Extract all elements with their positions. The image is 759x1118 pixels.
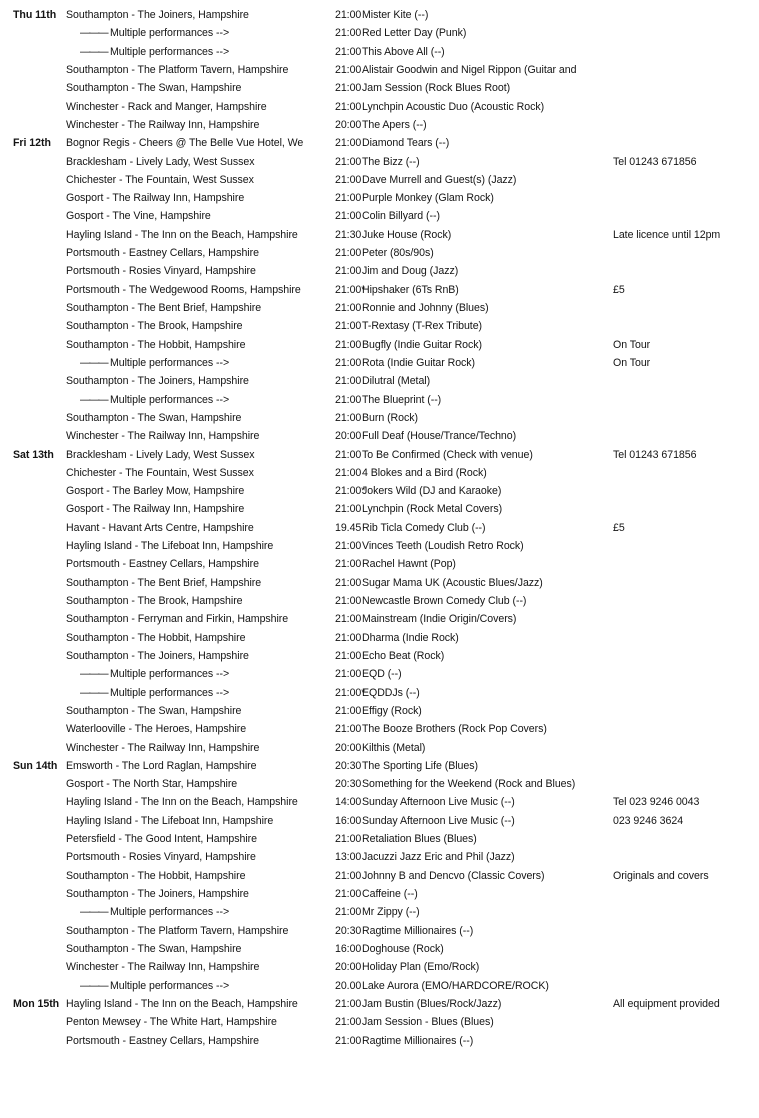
row-venue: Winchester - The Railway Inn, Hampshire xyxy=(66,741,260,754)
table-row xyxy=(0,629,759,647)
row-multiple-performances xyxy=(80,903,348,921)
row-act: Bugfly (Indie Guitar Rock) xyxy=(362,338,482,351)
row-time: 21:00 xyxy=(335,997,362,1010)
table-row xyxy=(0,519,759,537)
row-act: Rachel Hawnt (Pop) xyxy=(362,558,456,571)
continuation-dash-icon: ——— xyxy=(80,393,107,406)
row-venue: Southampton - The Swan, Hampshire xyxy=(66,82,242,95)
row-time: 21:00 xyxy=(335,503,362,516)
table-row xyxy=(0,6,759,24)
row-venue: Portsmouth - Eastney Cellars, Hampshire xyxy=(66,1034,259,1047)
table-row xyxy=(0,848,759,866)
row-act: 4 Blokes and a Bird (Rock) xyxy=(362,466,487,479)
table-row xyxy=(0,116,759,134)
row-venue-label: Multiple performances --> xyxy=(109,356,230,369)
row-venue: Winchester - The Railway Inn, Hampshire xyxy=(66,430,260,443)
row-time: 20:30 xyxy=(335,924,362,937)
table-row xyxy=(0,793,759,811)
row-time: 21:00 xyxy=(335,375,362,388)
continuation-dash-icon: ——— xyxy=(80,906,107,919)
table-row xyxy=(0,482,759,500)
row-venue: Petersfield - The Good Intent, Hampshire xyxy=(66,833,257,846)
row-time: 21:00 xyxy=(335,869,362,882)
row-venue: Southampton - The Swan, Hampshire xyxy=(66,704,242,717)
row-venue-label: Multiple performances --> xyxy=(109,27,230,40)
row-venue: Chichester - The Fountain, West Sussex xyxy=(66,466,254,479)
continuation-dash-icon: ——— xyxy=(80,27,107,40)
row-act: Jokers Wild (DJ and Karaoke) xyxy=(362,485,502,498)
row-note: Tel 01243 671856 xyxy=(613,448,697,461)
row-time: 21:00 xyxy=(335,63,362,76)
table-row xyxy=(0,610,759,628)
table-row xyxy=(0,739,759,757)
row-act: Dharma (Indie Rock) xyxy=(362,631,459,644)
row-time: 21:00 xyxy=(335,595,362,607)
row-act: Diamond Tears (--) xyxy=(362,137,450,150)
row-venue: Portsmouth - Rosies Vinyard, Hampshire xyxy=(66,851,256,864)
table-row xyxy=(0,43,759,61)
row-act: To Be Confirmed (Check with venue) xyxy=(362,448,533,461)
row-act: Newcastle Brown Comedy Club (--) xyxy=(362,595,527,607)
row-act: The Bizz (--) xyxy=(362,155,420,168)
row-act: Mister Kite (--) xyxy=(362,9,429,21)
row-time: 21:00* xyxy=(335,283,366,296)
row-act: This Above All (--) xyxy=(362,45,445,58)
row-act: Jam Session - Blues (Blues) xyxy=(362,1016,494,1029)
row-venue: Southampton - The Hobbit, Hampshire xyxy=(66,338,246,351)
table-row xyxy=(0,244,759,262)
table-row xyxy=(0,1032,759,1050)
row-venue-label: Multiple performances --> xyxy=(109,45,230,58)
row-multiple-performances xyxy=(80,684,348,702)
row-act: Full Deaf (House/Trance/Techno) xyxy=(362,430,517,443)
row-act: Peter (80s/90s) xyxy=(362,247,434,260)
row-time: 21:00 xyxy=(335,210,362,223)
row-time: 21:00 xyxy=(335,558,362,571)
row-time: 20:00 xyxy=(335,118,362,131)
table-row xyxy=(0,171,759,189)
row-venue: Southampton - The Platform Tavern, Hampshire xyxy=(66,63,289,76)
row-venue: Portsmouth - Eastney Cellars, Hampshire xyxy=(66,558,259,571)
row-venue: Penton Mewsey - The White Hart, Hampshire xyxy=(66,1016,277,1029)
row-act: Alistair Goodwin and Nigel Rippon (Guitar and xyxy=(362,63,577,76)
table-row xyxy=(0,537,759,555)
row-note: Late licence until 12pm xyxy=(613,228,721,241)
row-note: On Tour xyxy=(613,338,651,351)
row-time: 20.00 xyxy=(335,979,362,992)
row-note: 023 9246 3624 xyxy=(613,814,684,827)
row-venue: Hayling Island - The Inn on the Beach, Hampshire xyxy=(66,228,298,241)
row-act: Lynchpin (Rock Metal Covers) xyxy=(362,503,503,516)
row-act: Ragtime Millionaires (--) xyxy=(362,924,474,937)
row-time: 21:00 xyxy=(335,649,362,662)
table-row xyxy=(0,574,759,592)
row-time: 19.45 xyxy=(335,521,362,534)
table-row xyxy=(0,867,759,885)
row-venue: Portsmouth - The Wedgewood Rooms, Hampshire xyxy=(66,283,301,296)
row-venue: Waterlooville - The Heroes, Hampshire xyxy=(66,723,247,736)
row-act: Jam Session (Rock Blues Root) xyxy=(362,82,511,95)
row-act: Ragtime Millionaires (--) xyxy=(362,1034,474,1047)
row-venue: Southampton - The Hobbit, Hampshire xyxy=(66,631,246,644)
row-note: Originals and covers xyxy=(613,869,709,882)
table-row xyxy=(0,464,759,482)
table-row xyxy=(0,922,759,940)
table-row xyxy=(0,665,759,683)
row-date: Mon 15th xyxy=(13,997,60,1010)
row-multiple-performances xyxy=(80,354,348,372)
row-date: Sun 14th xyxy=(13,759,58,772)
row-venue: Hayling Island - The Lifeboat Inn, Hampshire xyxy=(66,814,274,827)
table-row xyxy=(0,372,759,390)
row-act: Jam Bustin (Blues/Rock/Jazz) xyxy=(362,997,502,1010)
table-row xyxy=(0,592,759,610)
table-row xyxy=(0,702,759,720)
row-act: Echo Beat (Rock) xyxy=(362,649,445,662)
row-time: 20:30 xyxy=(335,778,362,791)
row-multiple-performances xyxy=(80,391,348,409)
row-time: 21:00 xyxy=(335,411,362,424)
row-time: 21:00* xyxy=(335,485,366,498)
table-row xyxy=(0,757,759,775)
row-act: Burn (Rock) xyxy=(362,411,418,424)
row-date: Sat 13th xyxy=(13,448,54,461)
table-row xyxy=(0,775,759,793)
table-row xyxy=(0,153,759,171)
table-row xyxy=(0,189,759,207)
table-row xyxy=(0,684,759,702)
table-row xyxy=(0,226,759,244)
table-row xyxy=(0,207,759,225)
table-row xyxy=(0,336,759,354)
row-venue: Gosport - The Barley Mow, Hampshire xyxy=(66,485,245,498)
row-venue: Gosport - The Railway Inn, Hampshire xyxy=(66,192,245,205)
row-act: Doghouse (Rock) xyxy=(362,942,444,955)
row-note: £5 xyxy=(613,283,625,296)
row-venue-label: Multiple performances --> xyxy=(109,979,230,992)
table-row xyxy=(0,885,759,903)
row-time: 21:00 xyxy=(335,192,362,205)
row-time: 21:00 xyxy=(335,320,362,333)
table-row xyxy=(0,903,759,921)
row-act: Ronnie and Johnny (Blues) xyxy=(362,302,489,314)
row-act: Dave Murrell and Guest(s) (Jazz) xyxy=(362,173,517,186)
row-time: 21:00 xyxy=(335,466,362,479)
row-venue: Bognor Regis - Cheers @ The Belle Vue Hotel, We xyxy=(66,137,304,150)
row-venue: Southampton - The Hobbit, Hampshire xyxy=(66,869,246,882)
row-time: 21:00 xyxy=(335,576,362,589)
row-time: 21:00 xyxy=(335,906,362,919)
table-row xyxy=(0,720,759,738)
row-time: 21:00 xyxy=(335,338,362,351)
row-act: Red Letter Day (Punk) xyxy=(362,27,467,40)
table-row xyxy=(0,79,759,97)
row-venue: Hayling Island - The Inn on the Beach, Hampshire xyxy=(66,796,298,809)
row-venue-label: Multiple performances --> xyxy=(109,393,230,406)
row-time: 21:00 xyxy=(335,540,362,553)
table-row xyxy=(0,958,759,976)
row-time: 21:00 xyxy=(335,356,362,369)
table-row xyxy=(0,134,759,152)
table-row xyxy=(0,977,759,995)
table-row xyxy=(0,647,759,665)
row-venue-label: Multiple performances --> xyxy=(109,686,230,699)
row-act: Sunday Afternoon Live Music (--) xyxy=(362,796,515,809)
row-venue: Chichester - The Fountain, West Sussex xyxy=(66,173,254,186)
row-venue: Southampton - The Joiners, Hampshire xyxy=(66,649,249,662)
row-act: Sugar Mama UK (Acoustic Blues/Jazz) xyxy=(362,576,543,589)
row-time: 13:00 xyxy=(335,851,362,864)
table-row xyxy=(0,995,759,1013)
row-venue: Hayling Island - The Inn on the Beach, Hampshire xyxy=(66,997,298,1010)
row-time: 16:00 xyxy=(335,942,362,955)
table-row xyxy=(0,446,759,464)
row-act: EQD (--) xyxy=(362,668,402,681)
table-row xyxy=(0,262,759,280)
row-time: 21:00 xyxy=(335,82,362,95)
row-note: On Tour xyxy=(613,356,651,369)
row-act: Colin Billyard (--) xyxy=(362,210,440,223)
row-time: 21:00 xyxy=(335,613,362,626)
row-time: 21:00 xyxy=(335,100,362,113)
row-act: The Sporting Life (Blues) xyxy=(362,759,478,772)
table-row xyxy=(0,555,759,573)
row-note: £5 xyxy=(613,521,625,534)
row-act: Kilthis (Metal) xyxy=(362,741,426,754)
row-venue: Southampton - The Platform Tavern, Hampshire xyxy=(66,924,289,937)
row-act: Rota (Indie Guitar Rock) xyxy=(362,356,476,369)
table-row xyxy=(0,299,759,317)
row-time: 21:00 xyxy=(335,1016,362,1029)
table-row xyxy=(0,500,759,518)
row-time: 20:00 xyxy=(335,430,362,443)
row-time: 21:00 xyxy=(335,173,362,186)
row-act: The Blueprint (--) xyxy=(362,393,442,406)
row-act: Holiday Plan (Emo/Rock) xyxy=(362,961,480,974)
table-row xyxy=(0,1013,759,1031)
row-time: 20:30 xyxy=(335,759,362,772)
row-venue: Southampton - The Joiners, Hampshire xyxy=(66,375,249,388)
row-venue: Bracklesham - Lively Lady, West Sussex xyxy=(66,448,255,461)
row-time: 20:00 xyxy=(335,961,362,974)
table-row xyxy=(0,281,759,299)
row-venue: Gosport - The Vine, Hampshire xyxy=(66,210,211,223)
row-time: 21:00 xyxy=(335,302,362,314)
continuation-dash-icon: ——— xyxy=(80,356,107,369)
row-venue: Portsmouth - Rosies Vinyard, Hampshire xyxy=(66,265,256,278)
row-date: Thu 11th xyxy=(13,9,57,21)
row-multiple-performances xyxy=(80,43,348,61)
row-venue: Southampton - The Bent Brief, Hampshire xyxy=(66,576,262,589)
row-act: Jacuzzi Jazz Eric and Phil (Jazz) xyxy=(362,851,515,864)
row-act: Juke House (Rock) xyxy=(362,228,452,241)
row-venue: Southampton - The Bent Brief, Hampshire xyxy=(66,302,262,314)
row-time: 21:00* xyxy=(335,686,366,699)
table-row xyxy=(0,427,759,445)
row-act: EQDDJs (--) xyxy=(362,686,420,699)
row-act: Johnny B and Dencvo (Classic Covers) xyxy=(362,869,545,882)
row-act: Lynchpin Acoustic Duo (Acoustic Rock) xyxy=(362,100,545,113)
table-row xyxy=(0,409,759,427)
row-venue: Gosport - The Railway Inn, Hampshire xyxy=(66,503,245,516)
row-venue: Southampton - The Joiners, Hampshire xyxy=(66,9,249,21)
row-time: 21:00 xyxy=(335,45,362,58)
row-venue: Southampton - The Brook, Hampshire xyxy=(66,320,243,333)
row-time: 21:00 xyxy=(335,9,362,21)
row-time: 21:00 xyxy=(335,265,362,278)
table-row xyxy=(0,317,759,335)
row-act: Caffeine (--) xyxy=(362,888,418,900)
row-time: 21:30 xyxy=(335,228,362,241)
row-time: 21:00 xyxy=(335,668,362,681)
row-time: 16:00 xyxy=(335,814,362,827)
table-row xyxy=(0,98,759,116)
row-time: 21:00 xyxy=(335,704,362,717)
row-act: Mr Zippy (--) xyxy=(362,906,420,919)
table-row xyxy=(0,391,759,409)
continuation-dash-icon: ——— xyxy=(80,686,107,699)
row-note: Tel 023 9246 0043 xyxy=(613,796,700,809)
row-venue: Southampton - Ferryman and Firkin, Hampshire xyxy=(66,613,289,626)
row-time: 21:00 xyxy=(335,27,362,40)
table-row xyxy=(0,354,759,372)
row-multiple-performances xyxy=(80,24,348,42)
continuation-dash-icon: ——— xyxy=(80,45,107,58)
table-row xyxy=(0,61,759,79)
row-act: Hipshaker (6Ts RnB) xyxy=(362,283,459,296)
row-time: 21:00 xyxy=(335,247,362,260)
row-venue: Hayling Island - The Lifeboat Inn, Hampshire xyxy=(66,540,274,553)
row-time: 14:00 xyxy=(335,796,362,809)
table-row xyxy=(0,24,759,42)
row-act: Mainstream (Indie Origin/Covers) xyxy=(362,613,517,626)
row-venue-label: Multiple performances --> xyxy=(109,668,230,681)
row-multiple-performances xyxy=(80,977,348,995)
row-note: Tel 01243 671856 xyxy=(613,155,697,168)
row-time: 21:00 xyxy=(335,631,362,644)
row-multiple-performances xyxy=(80,665,348,683)
row-venue: Southampton - The Swan, Hampshire xyxy=(66,942,242,955)
row-venue: Winchester - The Railway Inn, Hampshire xyxy=(66,961,260,974)
row-act: The Booze Brothers (Rock Pop Covers) xyxy=(362,723,547,736)
row-venue: Winchester - Rack and Manger, Hampshire xyxy=(66,100,267,113)
row-venue: Emsworth - The Lord Raglan, Hampshire xyxy=(66,759,257,772)
row-time: 21:00 xyxy=(335,137,362,150)
row-venue: Winchester - The Railway Inn, Hampshire xyxy=(66,118,260,131)
row-time: 20:00 xyxy=(335,741,362,754)
row-act: Rib Ticla Comedy Club (--) xyxy=(362,521,486,534)
row-venue: Havant - Havant Arts Centre, Hampshire xyxy=(66,521,254,534)
row-time: 21:00 xyxy=(335,393,362,406)
continuation-dash-icon: ——— xyxy=(80,668,107,681)
row-time: 21:00 xyxy=(335,155,362,168)
row-time: 21:00 xyxy=(335,448,362,461)
row-venue: Southampton - The Brook, Hampshire xyxy=(66,595,243,607)
row-act: Dilutral (Metal) xyxy=(362,375,431,388)
row-time: 21:00 xyxy=(335,888,362,900)
row-act: Purple Monkey (Glam Rock) xyxy=(362,192,494,205)
row-venue: Gosport - The North Star, Hampshire xyxy=(66,778,238,791)
row-act: T-Rextasy (T-Rex Tribute) xyxy=(362,320,483,333)
row-act: Jim and Doug (Jazz) xyxy=(362,265,459,278)
row-date: Fri 12th xyxy=(13,137,51,150)
row-act: The Apers (--) xyxy=(362,118,427,131)
row-act: Retaliation Blues (Blues) xyxy=(362,833,477,846)
row-act: Something for the Weekend (Rock and Blues) xyxy=(362,778,576,791)
row-venue: Bracklesham - Lively Lady, West Sussex xyxy=(66,155,255,168)
row-time: 21:00 xyxy=(335,723,362,736)
table-row xyxy=(0,812,759,830)
row-act: Effigy (Rock) xyxy=(362,704,422,717)
row-venue-label: Multiple performances --> xyxy=(109,906,230,919)
continuation-dash-icon: ——— xyxy=(80,979,107,992)
table-row xyxy=(0,830,759,848)
table-row xyxy=(0,940,759,958)
row-act: Lake Aurora (EMO/HARDCORE/ROCK) xyxy=(362,979,549,992)
row-time: 21:00 xyxy=(335,833,362,846)
row-note: All equipment provided xyxy=(613,997,720,1010)
row-venue: Southampton - The Joiners, Hampshire xyxy=(66,888,249,900)
row-act: Vinces Teeth (Loudish Retro Rock) xyxy=(362,540,524,553)
row-venue: Southampton - The Swan, Hampshire xyxy=(66,411,242,424)
row-venue: Portsmouth - Eastney Cellars, Hampshire xyxy=(66,247,259,260)
row-time: 21:00 xyxy=(335,1034,362,1047)
row-act: Sunday Afternoon Live Music (--) xyxy=(362,814,515,827)
